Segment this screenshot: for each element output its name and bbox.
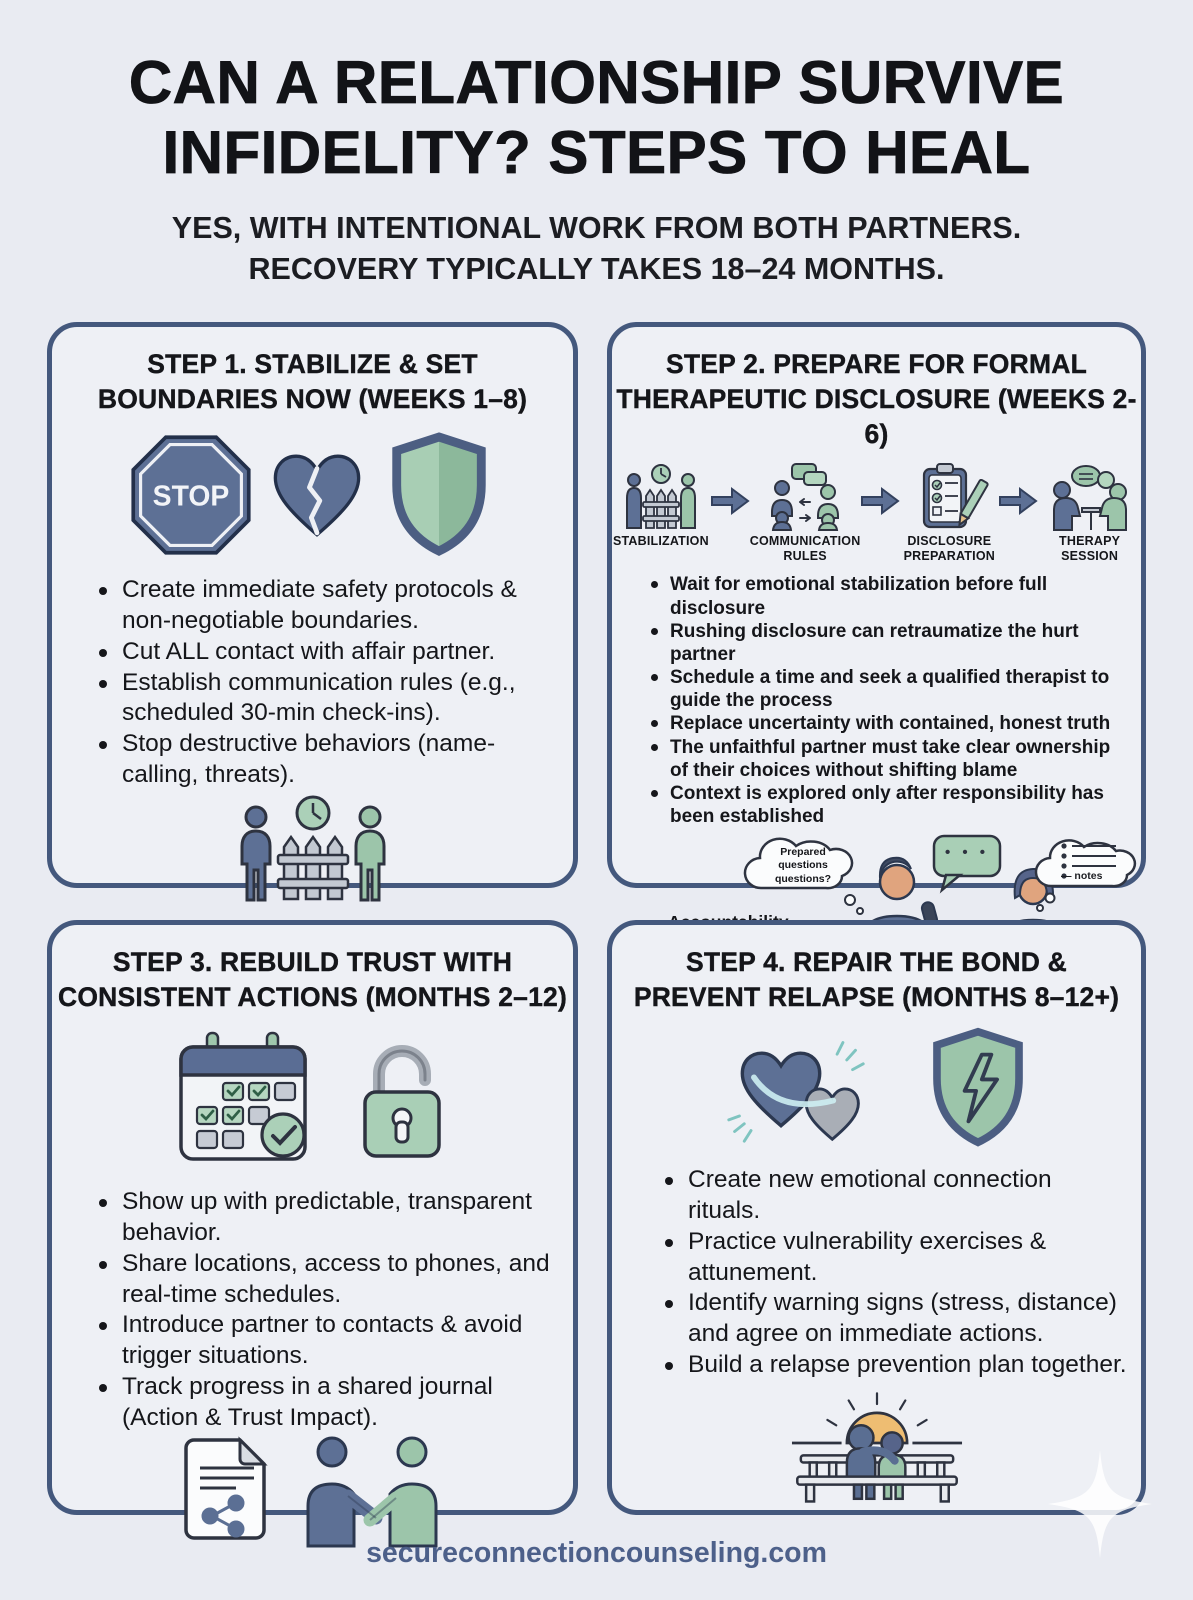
handshake-icon bbox=[294, 1434, 450, 1546]
arrow-right-icon bbox=[860, 486, 900, 516]
bullet-item: Establish communication rules (e.g., scheduled 30-min check-ins). bbox=[96, 668, 555, 730]
bullet-item: Create immediate safety protocols & non-negotiable boundaries. bbox=[96, 575, 555, 637]
bullet-item: Rushing disclosure can retraumatize the hurt partner bbox=[648, 620, 1131, 666]
bullet-item: Schedule a time and seek a qualified therapist to guide the process bbox=[648, 666, 1131, 712]
flow-stage-communication-rules: COMMUNICATION RULES bbox=[750, 462, 861, 564]
speech-dots: • • • bbox=[944, 844, 990, 862]
bullet-item: Share locations, access to phones, and real-time schedules. bbox=[96, 1249, 559, 1311]
header bbox=[0, 48, 1193, 289]
shield-lightning-icon bbox=[920, 1026, 1036, 1150]
bullet-item: The unfaithful partner must take clear ownership of their choices without shifting blame bbox=[648, 736, 1131, 782]
step-2-title: STEP 2. PREPARE FOR FORMAL THERAPEUTIC DISCLOSURE (WEEKS 2-6) bbox=[616, 349, 1137, 449]
shared-journal-icon bbox=[176, 1434, 276, 1546]
step-1-icon-row bbox=[52, 431, 573, 559]
step-4-card bbox=[607, 920, 1146, 1515]
bullet-item: Track progress in a shared journal (Action & Trust Impact). bbox=[96, 1372, 559, 1434]
bullet-item: Wait for emotional stabilization before full disclosure bbox=[648, 573, 1131, 619]
disclosure-preparation-icon bbox=[910, 462, 988, 530]
step-4-icon-row bbox=[612, 1027, 1141, 1149]
broken-heart-icon bbox=[264, 447, 370, 543]
accountability-scene bbox=[612, 828, 1141, 883]
bullet-item: Identify warning signs (stress, distance) and agree on immediate actions. bbox=[662, 1288, 1127, 1350]
open-padlock-icon bbox=[345, 1030, 459, 1168]
flow-stage-stabilization: STABILIZATION bbox=[612, 462, 710, 549]
page-title bbox=[0, 48, 1193, 188]
shield-icon bbox=[380, 431, 498, 559]
page-subtitle-line2: RECOVERY TYPICALLY TAKES 18–24 MONTHS. bbox=[248, 251, 945, 286]
arrow-right-icon bbox=[710, 486, 750, 516]
step-1-bullets bbox=[96, 575, 555, 791]
flow-stage-therapy-session: THERAPY SESSION bbox=[1038, 462, 1141, 564]
bullet-item: Stop destructive behaviors (name-calling, threats). bbox=[96, 729, 555, 791]
sparkle-watermark-icon bbox=[1040, 1448, 1160, 1568]
therapy-session-icon bbox=[1048, 462, 1132, 530]
notes-text: — notes bbox=[1061, 870, 1103, 883]
calendar-checklist-icon bbox=[167, 1029, 319, 1169]
stabilization-icon bbox=[622, 462, 700, 530]
page-subtitle-line1: YES, WITH INTENTIONAL WORK FROM BOTH PARTNERS. bbox=[171, 211, 1022, 246]
bullet-item: Practice vulnerability exercises & attunement. bbox=[662, 1227, 1127, 1289]
communication-rules-icon bbox=[766, 462, 844, 530]
step-3-icon-row bbox=[52, 1029, 573, 1169]
svg-text:STOP: STOP bbox=[152, 480, 229, 513]
thought-left-text: Prepared questions questions? bbox=[774, 846, 831, 885]
bullet-item: Replace uncertainty with contained, honest truth bbox=[648, 712, 1131, 735]
bullet-item: Build a relapse prevention plan together. bbox=[662, 1350, 1127, 1381]
step-1-bottom-art bbox=[52, 791, 573, 913]
step-3-card bbox=[47, 920, 578, 1515]
step-2-flow bbox=[612, 462, 1141, 564]
people-separated-by-fence-icon bbox=[218, 791, 408, 903]
step-1-card bbox=[47, 322, 578, 888]
step-1-title: STEP 1. STABILIZE & SET BOUNDARIES NOW (WEEKS 1–8) bbox=[97, 349, 528, 414]
bullet-item: Cut ALL contact with affair partner. bbox=[96, 637, 555, 668]
page-title-line1: CAN A RELATIONSHIP SURVIVE bbox=[128, 49, 1065, 116]
bullet-item: Context is explored only after responsibility has been established bbox=[648, 782, 1131, 828]
footer-url: secureconnectioncounseling.com bbox=[366, 1537, 827, 1569]
couple-on-bench-sunset-icon bbox=[767, 1381, 987, 1505]
bullet-item: Create new emotional connection rituals. bbox=[662, 1165, 1127, 1227]
bullet-item: Show up with predictable, transparent behavior. bbox=[96, 1187, 559, 1249]
page-title-line2: INFIDELITY? STEPS TO HEAL bbox=[162, 119, 1031, 187]
bullet-item: Introduce partner to contacts & avoid trigger situations. bbox=[96, 1310, 559, 1372]
step-2-card bbox=[607, 322, 1146, 888]
stop-sign-icon bbox=[128, 432, 254, 558]
arrow-right-icon bbox=[998, 486, 1038, 516]
step-3-title: STEP 3. REBUILD TRUST WITH CONSISTENT ACTIONS (MONTHS 2–12) bbox=[58, 947, 567, 1012]
step-3-bullets bbox=[96, 1187, 559, 1434]
step-4-bullets bbox=[662, 1165, 1127, 1381]
step-4-title: STEP 4. REPAIR THE BOND & PREVENT RELAPSE (MONTHS 8–12+) bbox=[633, 947, 1120, 1012]
flow-stage-disclosure-preparation: DISCLOSURE PREPARATION bbox=[900, 462, 998, 564]
two-hearts-icon bbox=[718, 1029, 904, 1147]
page-subtitle bbox=[0, 208, 1193, 289]
step-2-bullets bbox=[648, 573, 1131, 828]
